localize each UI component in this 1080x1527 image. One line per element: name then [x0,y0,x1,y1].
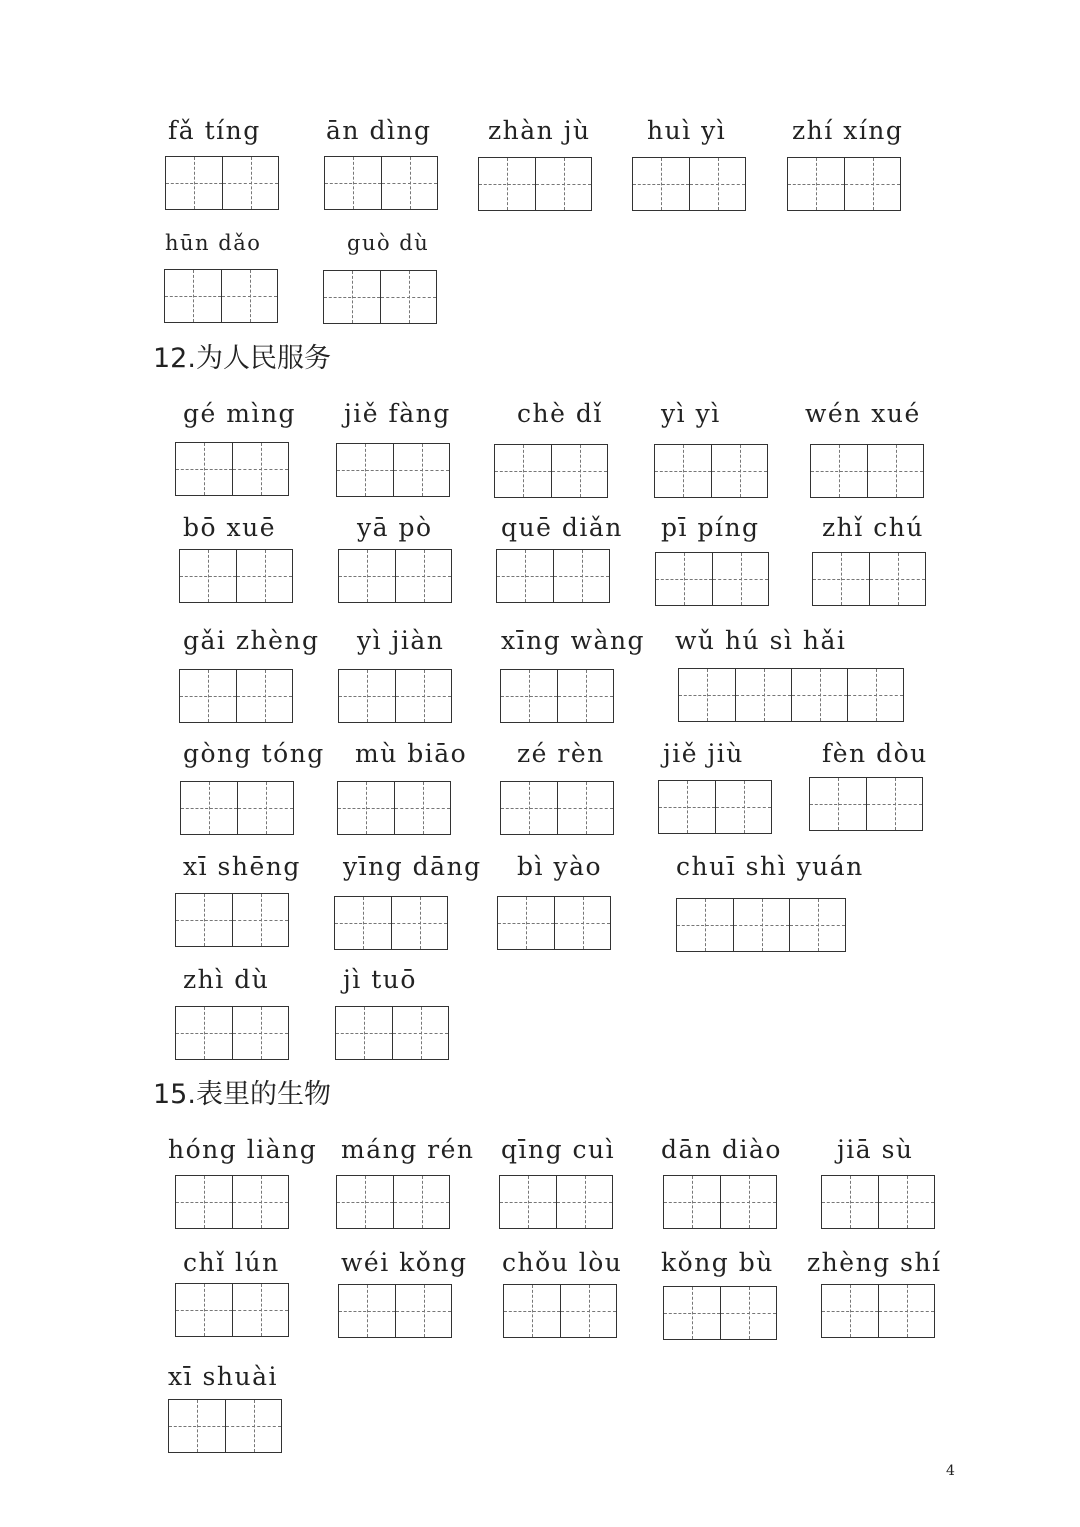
pinyin-label: yīng dāng [343,852,482,881]
tianzige-grid[interactable] [821,1175,935,1229]
tianzige-cell[interactable] [633,158,689,210]
tianzige-grid[interactable] [478,157,592,211]
tianzige-grid[interactable] [175,1283,289,1337]
tianzige-cell[interactable] [225,1400,281,1452]
tianzige-grid[interactable] [336,1175,450,1229]
pinyin-label: chǐ lún [183,1248,280,1277]
tianzige-grid[interactable] [323,270,437,324]
tianzige-cell[interactable] [811,445,867,497]
tianzige-grid[interactable] [336,443,450,497]
tianzige-cell[interactable] [659,781,715,833]
tianzige-cell[interactable] [501,782,557,834]
tianzige-cell[interactable] [810,778,866,830]
tianzige-cell[interactable] [393,1176,449,1228]
tianzige-grid[interactable] [175,442,289,496]
tianzige-cell[interactable] [222,157,278,209]
tianzige-cell[interactable] [236,670,292,722]
pinyin-label: yì jiàn [357,626,445,655]
tianzige-cell[interactable] [664,1176,720,1228]
pinyin-label: wén xué [805,399,921,428]
tianzige-grid[interactable] [809,777,923,831]
tianzige-grid[interactable] [180,781,294,835]
tianzige-grid[interactable] [175,893,289,947]
tianzige-grid[interactable] [175,1006,289,1060]
tianzige-grid[interactable] [337,781,451,835]
pinyin-label: zhǐ chú [822,513,924,542]
tianzige-cell[interactable] [232,894,288,946]
pinyin-label: jiě jiù [663,739,744,768]
tianzige-cell[interactable] [381,157,437,209]
tianzige-cell[interactable] [325,157,381,209]
pinyin-label: hūn dǎo [165,231,262,255]
tianzige-grid[interactable] [821,1284,935,1338]
tianzige-cell[interactable] [166,157,222,209]
tianzige-cell[interactable] [176,1284,232,1336]
tianzige-cell[interactable] [878,1176,934,1228]
pinyin-label: xīng wàng [501,626,646,655]
tianzige-cell[interactable] [497,550,553,602]
tianzige-grid[interactable] [499,1175,613,1229]
pinyin-label: jiě fàng [344,399,451,428]
tianzige-cell[interactable] [689,158,745,210]
pinyin-label: guò dù [347,231,430,255]
tianzige-cell[interactable] [504,1285,560,1337]
tianzige-grid[interactable] [658,780,772,834]
tianzige-cell[interactable] [535,158,591,210]
tianzige-cell[interactable] [337,1176,393,1228]
pinyin-label: gǎi zhèng [183,626,320,655]
pinyin-label: bì yào [517,852,603,881]
tianzige-cell[interactable] [866,778,922,830]
tianzige-grid[interactable] [168,1399,282,1453]
pinyin-label: chè dǐ [517,399,603,428]
tianzige-cell[interactable] [339,550,395,602]
tianzige-cell[interactable] [551,445,607,497]
tianzige-grid[interactable] [175,1175,289,1229]
tianzige-cell[interactable] [733,899,789,951]
tianzige-cell[interactable] [655,445,711,497]
tianzige-grid[interactable] [179,669,293,723]
tianzige-cell[interactable] [181,782,237,834]
pinyin-label: yì yì [661,399,721,428]
tianzige-cell[interactable] [169,1400,225,1452]
tianzige-cell[interactable] [237,782,293,834]
tianzige-grid[interactable] [497,896,611,950]
tianzige-grid[interactable] [632,157,746,211]
pinyin-label: chuī shì yuán [676,852,864,881]
tianzige-cell[interactable] [324,271,380,323]
tianzige-cell[interactable] [869,553,925,605]
pinyin-label: yā pò [357,513,433,542]
tianzige-cell[interactable] [392,1007,448,1059]
tianzige-cell[interactable] [395,1285,451,1337]
tianzige-grid[interactable] [663,1286,777,1340]
tianzige-cell[interactable] [393,444,449,496]
pinyin-label: huì yì [647,116,727,145]
pinyin-label: wéi kǒng [341,1248,468,1277]
tianzige-cell[interactable] [557,782,613,834]
tianzige-cell[interactable] [391,897,447,949]
pinyin-label: zhì dù [183,965,270,994]
pinyin-label: quē diǎn [501,513,623,542]
pinyin-label: bō xuē [183,513,276,542]
pinyin-label: qīng cuì [501,1135,616,1164]
tianzige-cell[interactable] [553,550,609,602]
pinyin-label: jiā sù [837,1135,914,1164]
tianzige-cell[interactable] [232,443,288,495]
tianzige-cell[interactable] [395,550,451,602]
pinyin-label: máng rén [341,1135,475,1164]
pinyin-label: wǔ hú sì hǎi [675,626,847,655]
pinyin-label: ān dìng [326,116,432,145]
pinyin-label: chǒu lòu [502,1248,623,1277]
tianzige-grid[interactable] [812,552,926,606]
tianzige-grid[interactable] [810,444,924,498]
tianzige-cell[interactable] [656,553,712,605]
tianzige-cell[interactable] [878,1285,934,1337]
tianzige-grid[interactable] [165,156,279,210]
tianzige-grid[interactable] [496,549,610,603]
tianzige-cell[interactable] [498,897,554,949]
pinyin-label: gé mìng [183,399,297,428]
tianzige-cell[interactable] [664,1287,720,1339]
tianzige-cell[interactable] [338,782,394,834]
section-heading: 15.表里的生物 [153,1079,331,1110]
tianzige-cell[interactable] [339,670,395,722]
tianzige-cell[interactable] [336,1007,392,1059]
tianzige-cell[interactable] [180,550,236,602]
tianzige-cell[interactable] [479,158,535,210]
tianzige-cell[interactable] [715,781,771,833]
tianzige-cell[interactable] [339,1285,395,1337]
tianzige-cell[interactable] [720,1176,776,1228]
pinyin-label: zhèng shí [807,1248,942,1277]
tianzige-grid[interactable] [678,668,904,722]
tianzige-cell[interactable] [844,158,900,210]
pinyin-label: fǎ tíng [168,116,261,145]
tianzige-cell[interactable] [822,1285,878,1337]
tianzige-cell[interactable] [337,444,393,496]
tianzige-grid[interactable] [335,1006,449,1060]
page-number: 4 [946,1463,955,1479]
tianzige-cell[interactable] [554,897,610,949]
tianzige-cell[interactable] [556,1176,612,1228]
tianzige-cell[interactable] [788,158,844,210]
pinyin-label: jì tuō [343,965,417,994]
tianzige-cell[interactable] [180,670,236,722]
pinyin-label: hóng liàng [168,1135,318,1164]
tianzige-cell[interactable] [789,899,845,951]
tianzige-grid[interactable] [500,669,614,723]
section-heading: 12.为人民服务 [153,343,331,374]
tianzige-cell[interactable] [232,1284,288,1336]
pinyin-label: xī shēng [183,852,301,881]
pinyin-label: gòng tóng [183,739,325,768]
pinyin-label: mù biāo [355,739,468,768]
tianzige-cell[interactable] [712,553,768,605]
tianzige-cell[interactable] [501,670,557,722]
tianzige-cell[interactable] [232,1176,288,1228]
tianzige-grid[interactable] [338,669,452,723]
tianzige-grid[interactable] [179,549,293,603]
pinyin-label: kǒng bù [661,1248,774,1277]
pinyin-label: dān diào [661,1135,782,1164]
tianzige-cell[interactable] [176,443,232,495]
pinyin-label: pī píng [661,513,760,542]
tianzige-cell[interactable] [720,1287,776,1339]
pinyin-label: zé rèn [517,739,605,768]
tianzige-cell[interactable] [176,894,232,946]
tianzige-grid[interactable] [787,157,901,211]
tianzige-cell[interactable] [495,445,551,497]
tianzige-grid[interactable] [503,1284,617,1338]
tianzige-grid[interactable] [500,781,614,835]
tianzige-cell[interactable] [711,445,767,497]
tianzige-grid[interactable] [338,549,452,603]
tianzige-cell[interactable] [176,1007,232,1059]
tianzige-cell[interactable] [867,445,923,497]
tianzige-grid[interactable] [655,552,769,606]
pinyin-label: zhàn jù [488,116,591,145]
tianzige-grid[interactable] [663,1175,777,1229]
tianzige-cell[interactable] [394,782,450,834]
pinyin-label: zhí xíng [792,116,904,145]
tianzige-grid[interactable] [338,1284,452,1338]
tianzige-cell[interactable] [847,669,903,721]
tianzige-grid[interactable] [494,444,608,498]
tianzige-grid[interactable] [334,896,448,950]
tianzige-cell[interactable] [165,270,221,322]
tianzige-grid[interactable] [654,444,768,498]
tianzige-cell[interactable] [395,670,451,722]
tianzige-cell[interactable] [813,553,869,605]
tianzige-cell[interactable] [500,1176,556,1228]
tianzige-cell[interactable] [380,271,436,323]
tianzige-grid[interactable] [676,898,846,952]
tianzige-cell[interactable] [236,550,292,602]
tianzige-cell[interactable] [335,897,391,949]
pinyin-label: xī shuài [168,1362,278,1391]
tianzige-cell[interactable] [176,1176,232,1228]
tianzige-cell[interactable] [557,670,613,722]
tianzige-cell[interactable] [791,669,847,721]
tianzige-grid[interactable] [324,156,438,210]
tianzige-cell[interactable] [560,1285,616,1337]
tianzige-cell[interactable] [735,669,791,721]
tianzige-grid[interactable] [164,269,278,323]
tianzige-cell[interactable] [679,669,735,721]
tianzige-cell[interactable] [822,1176,878,1228]
tianzige-cell[interactable] [677,899,733,951]
tianzige-cell[interactable] [232,1007,288,1059]
tianzige-cell[interactable] [221,270,277,322]
pinyin-label: fèn dòu [822,739,928,768]
